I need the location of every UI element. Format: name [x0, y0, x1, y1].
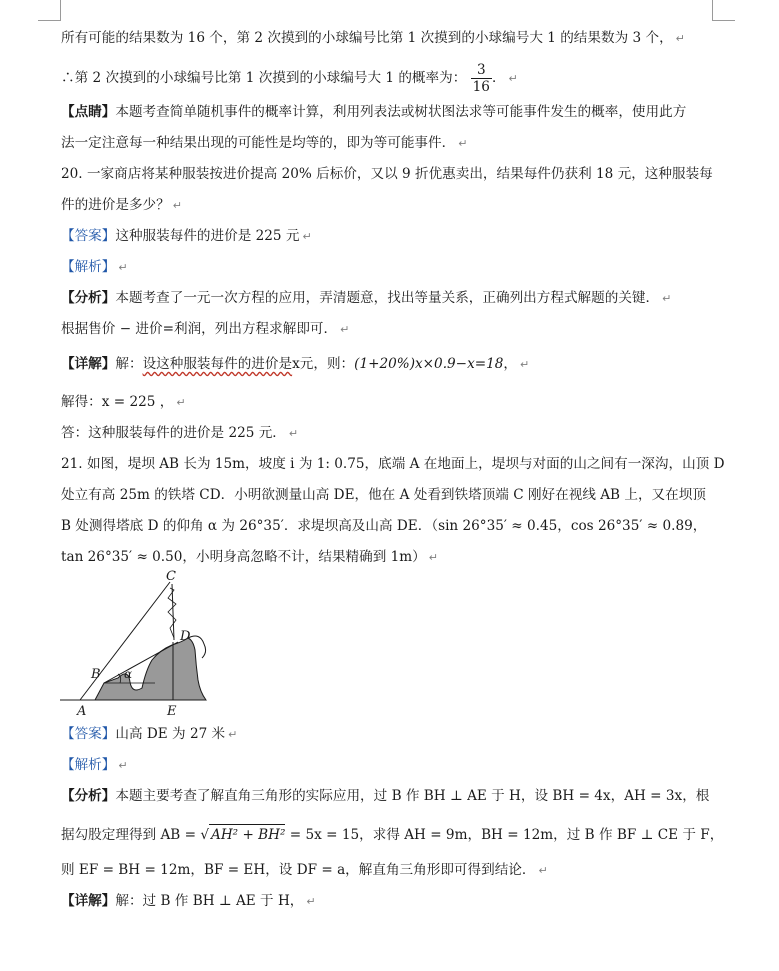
line-text: 本题考查简单随机事件的概率计算，利用列表法或树状图法求等可能事件发生的概率，使用此方 [115, 104, 687, 120]
fraction-denominator: 16 [472, 79, 490, 95]
section-tag: 【详解】 [61, 893, 116, 909]
section-tag: 【点睛】 [61, 104, 116, 120]
line-text: 据勾股定理得到 AB = [61, 827, 201, 843]
line-text: 件的进价是多少？ [61, 197, 170, 213]
answer-tag: 【答案】 [61, 228, 116, 244]
dam-mountain-figure [60, 570, 210, 718]
equation: (1+20%)x×0.9−x=18 [354, 356, 504, 372]
line-text: ． [491, 70, 506, 86]
paragraph-mark-icon: ↵ [118, 759, 128, 772]
question-line [61, 195, 182, 216]
line-text: 20. 一家商店将某种服装按进价提高 20% 后标价，又以 9 折优惠卖出，结果每件仍获利 18 元，这种服装每 [61, 166, 713, 182]
line-text: 根据售价 − 进价=利润，列出方程求解即可． [61, 321, 338, 337]
line-text: 答：这种服装每件的进价是 225 元． [61, 425, 286, 441]
line-text: tan 26°35′ ≈ 0.50，小明身高忽略不计，结果精确到 1m） [61, 549, 426, 565]
paragraph-mark-icon: ↵ [520, 358, 530, 371]
question-line [61, 485, 706, 505]
line-text: 法一定注意每一种结果出现的可能性是均等的，即为等可能事件． [61, 135, 456, 151]
question-line [61, 454, 724, 474]
text-line [61, 102, 686, 122]
paragraph-mark-icon: ↵ [176, 396, 186, 409]
paragraph-mark-icon: ↵ [228, 728, 238, 741]
page-corner-mark-left [38, 0, 61, 21]
text-line [61, 824, 723, 845]
paragraph-mark-icon: ↵ [538, 864, 548, 877]
line-text: 21. 如图，堤坝 AB 长为 15m，坡度 i 为 1: 0.75，底端 A 在地面上，堤坝与对面的山之间有一深沟，山顶 D [61, 456, 725, 472]
line-text: 则 EF = BH = 12m，BF = EH，设 DF = a，解直角三角形即可得到结论． [61, 862, 536, 878]
paragraph-mark-icon: ↵ [118, 261, 128, 274]
line-text: 这种服装每件的进价是 225 元 [115, 228, 300, 244]
text-line [61, 62, 518, 95]
text-line [61, 860, 548, 881]
line-text: 解： [115, 356, 143, 372]
paragraph-mark-icon: ↵ [172, 199, 182, 212]
sqrt-sign-icon: √ [200, 827, 209, 843]
text-line [61, 319, 349, 340]
label-E: E [167, 704, 177, 718]
fraction [471, 62, 492, 95]
label-A: A [77, 704, 87, 718]
analysis-tag: 【解析】 [61, 757, 116, 773]
text-line [61, 423, 298, 444]
answer-tag: 【答案】 [61, 726, 116, 742]
answer-line [61, 724, 237, 745]
line-text: 山高 DE 为 27 米 [115, 726, 226, 742]
line-text: 所有可能的结果数为 16 个，第 2 次摸到的小球编号比第 1 次摸到的小球编号大 1 的结果数为 3 个， [61, 30, 673, 46]
paragraph-mark-icon: ↵ [306, 895, 316, 908]
paragraph-mark-icon: ↵ [458, 137, 468, 150]
section-tag: 【详解】 [61, 356, 116, 372]
paragraph-mark-icon: ↵ [340, 323, 350, 336]
line-text: 本题主要考查了解直角三角形的实际应用，过 B 作 BH ⊥ AE 于 H，设 BH = 4x，AH = 3x，根 [115, 788, 710, 804]
question-line [61, 516, 706, 536]
text-line [61, 354, 529, 375]
paragraph-mark-icon: ↵ [302, 230, 312, 243]
line-text: 解：过 B 作 BH ⊥ AE 于 H， [115, 893, 304, 909]
text-line [61, 133, 467, 154]
mountain-shape [95, 638, 206, 700]
text-line [61, 786, 709, 806]
analysis-line [61, 755, 128, 776]
spellcheck-underlined-text: 设这种服装每件的进价是 [142, 356, 293, 372]
label-D: D [180, 629, 191, 644]
line-text: 解得：x = 225 ， [61, 394, 174, 410]
label-B: B [91, 667, 101, 682]
label-C: C [166, 570, 176, 584]
answer-line [61, 226, 312, 247]
text-line [61, 891, 316, 912]
question-line [61, 164, 713, 184]
section-tag: 【分析】 [61, 290, 116, 306]
radicand: AH² + BH² [209, 824, 285, 845]
paragraph-mark-icon: ↵ [675, 32, 685, 45]
line-text: 本题考查了一元一次方程的应用，弄清题意，找出等量关系，正确列出方程式解题的关键． [115, 290, 660, 306]
paragraph-mark-icon: ↵ [508, 72, 518, 85]
paragraph-mark-icon: ↵ [288, 427, 299, 440]
line-text: x元，则： [292, 356, 355, 372]
paragraph-mark-icon: ↵ [662, 292, 672, 305]
question-line [61, 547, 438, 568]
fraction-numerator: 3 [471, 62, 492, 79]
paragraph-mark-icon: ↵ [428, 551, 438, 564]
line-text: = 5x = 15，求得 AH = 9m，BH = 12m，过 B 作 BF ⊥ CE 于 F， [285, 827, 724, 843]
line-text: 处立有高 25m 的铁塔 CD．小明欲测量山高 DE，他在 A 处看到铁塔顶端 C 刚好在视线 AB 上，又在坝顶 [61, 487, 706, 503]
label-alpha: α [124, 667, 133, 681]
section-tag: 【分析】 [61, 788, 116, 804]
line-text: B 处测得塔底 D 的仰角 α 为 26°35′．求堤坝高及山高 DE．（sin 26°35′ ≈ 0.45，cos 26°35′ ≈ 0.89， [61, 518, 707, 534]
text-line [61, 28, 685, 49]
page-corner-mark-right [712, 0, 735, 21]
analysis-tag: 【解析】 [61, 259, 116, 275]
text-line [61, 288, 671, 309]
analysis-line [61, 257, 128, 278]
line-text: ∴第 2 次摸到的小球编号比第 1 次摸到的小球编号大 1 的概率为： [61, 70, 467, 86]
line-text: ， [503, 356, 518, 372]
text-line [61, 392, 186, 413]
